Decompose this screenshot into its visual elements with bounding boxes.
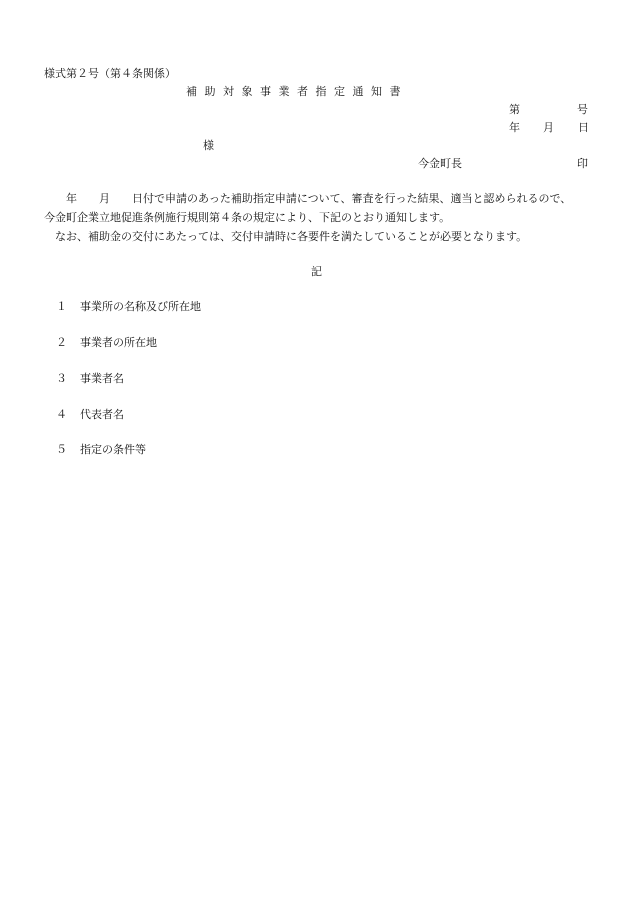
seal-mark: 印 <box>577 157 588 170</box>
list-item <box>56 443 146 457</box>
issuer-name: 今金町長 <box>418 157 462 170</box>
list-item <box>56 372 124 386</box>
body-text-line: 今金町企業立地促進条例施行規則第４条の規定により、下記のとおり通知します。 <box>44 211 451 224</box>
issue-date-day: 日 <box>578 121 589 134</box>
body-text-line: なお、補助金の交付にあたっては、交付申請時に各要件を満たしていることが必要となります。 <box>44 230 528 243</box>
issue-number-prefix: 第 <box>509 103 520 116</box>
document-title: 補助対象事業者指定通知書 <box>186 85 408 98</box>
item-number: ５ <box>56 443 67 456</box>
list-item <box>56 408 124 422</box>
issue-date-month: 月 <box>543 121 554 134</box>
addressee-honorific: 様 <box>203 139 214 152</box>
item-number: ３ <box>56 372 67 385</box>
item-label: 事業所の名称及び所在地 <box>80 300 201 313</box>
item-label: 事業者名 <box>80 372 124 385</box>
item-number: ４ <box>56 408 67 421</box>
issue-date-year: 年 <box>509 121 520 134</box>
item-number: １ <box>56 300 67 313</box>
ki-heading: 記 <box>311 265 322 278</box>
form-number: 様式第２号（第４条関係） <box>44 67 176 80</box>
body-text-line: 年 月 日付で申請のあった補助指定申請について、審査を行った結果、適当と認められるので、 <box>44 192 572 205</box>
list-item <box>56 300 201 314</box>
item-label: 代表者名 <box>80 408 124 421</box>
issue-number-suffix: 号 <box>577 103 588 116</box>
item-label: 事業者の所在地 <box>80 336 157 349</box>
item-label: 指定の条件等 <box>80 443 146 456</box>
list-item <box>56 336 157 350</box>
item-number: ２ <box>56 336 67 349</box>
